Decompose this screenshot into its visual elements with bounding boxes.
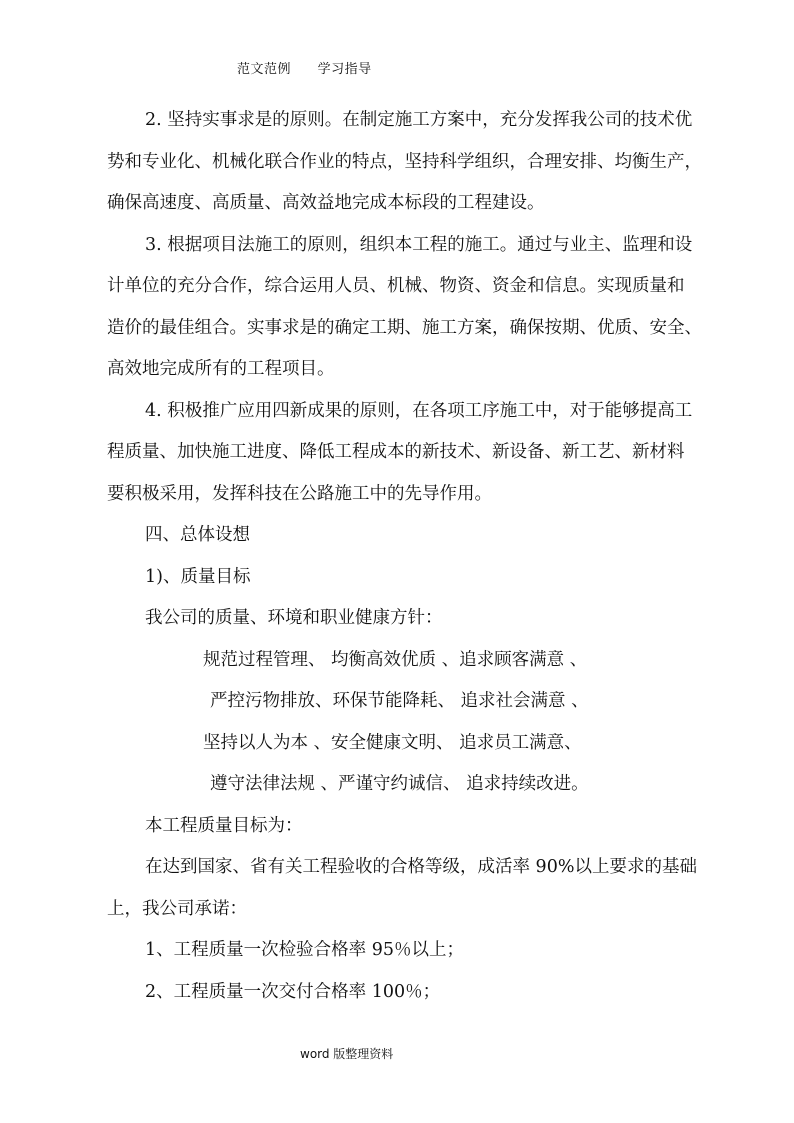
paragraph-line: 要积极采用，发挥科技在公路施工中的先导作用。 xyxy=(107,484,492,504)
paragraph-line: 造价的最佳组合。实事求是的确定工期、施工方案，确保按期、优质、安全、 xyxy=(107,318,702,338)
paragraph-line: 我公司的质量、环境和职业健康方针： xyxy=(145,608,443,628)
policy-line: 坚持以人为本 、安全健康文明、 追求员工满意、 xyxy=(203,733,582,753)
header-left: 范文范例 xyxy=(237,62,292,77)
paragraph-line: 高效地完成所有的工程项目。 xyxy=(107,359,335,379)
paragraph-line: 3. 根据项目法施工的原则，组织本工程的施工。通过与业主、监理和设 xyxy=(145,235,693,255)
paragraph-line: 在达到国家、省有关工程验收的合格等级，成活率 90%以上要求的基础 xyxy=(145,857,697,877)
subsection-heading: 1)、质量目标 xyxy=(145,567,251,587)
paragraph-line: 上，我公司承诺： xyxy=(107,899,247,919)
paragraph-line: 4. 积极推广应用四新成果的原则，在各项工序施工中，对于能够提高工 xyxy=(145,401,693,421)
paragraph-line: 2. 坚持实事求是的原则。在制定施工方案中，充分发挥我公司的技术优 xyxy=(145,110,693,130)
policy-line: 严控污物排放、环保节能降耗、 追求社会满意 、 xyxy=(210,691,589,711)
list-item: 1、工程质量一次检验合格率 95％以上； xyxy=(145,940,464,960)
paragraph-line: 计单位的充分合作，综合运用人员、机械、物资、资金和信息。实现质量和 xyxy=(107,276,685,296)
policy-line: 遵守法律法规 、严谨守约诚信、 追求持续改进。 xyxy=(210,774,589,794)
section-heading: 四、总体设想 xyxy=(145,525,250,545)
policy-line: 规范过程管理、 均衡高效优质 、追求顾客满意 、 xyxy=(203,650,588,670)
paragraph-line: 程质量、加快施工进度、降低工程成本的新技术、新设备、新工艺、新材料 xyxy=(107,442,685,462)
page-footer: word 版整理资料 xyxy=(300,1047,394,1061)
page-header xyxy=(237,58,372,77)
list-item: 2、工程质量一次交付合格率 100％； xyxy=(145,982,441,1002)
paragraph-line: 确保高速度、高质量、高效益地完成本标段的工程建设。 xyxy=(107,193,545,213)
paragraph-line: 势和专业化、机械化联合作业的特点，坚持科学组织，合理安排、均衡生产， xyxy=(107,152,702,172)
header-right: 学习指导 xyxy=(317,62,372,77)
paragraph-line: 本工程质量目标为： xyxy=(145,816,303,836)
